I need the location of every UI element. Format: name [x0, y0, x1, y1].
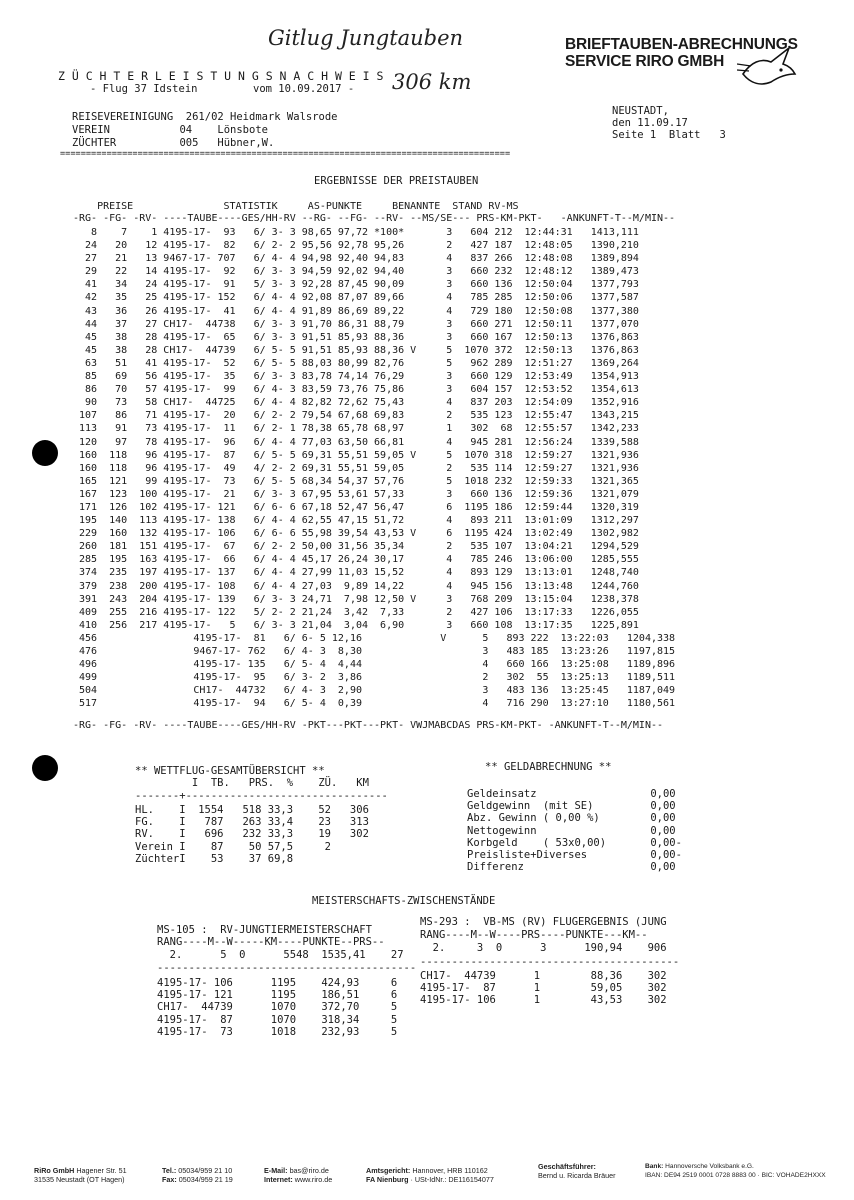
- ms105-row: CH17- 44739 1070 372,70 5: [157, 1001, 398, 1014]
- ms293-summary: 2. 3 0 3 190,94 906: [420, 942, 667, 954]
- result-row: 160 118 96 4195-17- 87 6/ 5- 5 69,31 55,51 59,05 V 5 1070 318 12:59:27 1321,936: [73, 449, 639, 461]
- result-row: 41 34 24 4195-17- 91 5/ 3- 3 92,28 87,45 90,09 3 660 136 12:50:04 1377,793: [73, 279, 639, 291]
- ms293-divider: -----------------------------------------: [420, 956, 680, 968]
- ms105-divider: -----------------------------------------: [157, 962, 417, 974]
- footer-street: Hagener Str. 51: [76, 1166, 127, 1175]
- footer-fax-label: Fax:: [162, 1175, 177, 1184]
- doc-date: den 11.09.17: [612, 117, 688, 129]
- overview-row: RV. I 696 232 33,3 19 302: [135, 828, 369, 841]
- ms105-summary: 2. 5 0 5548 1535,41 27: [157, 949, 404, 961]
- money-title: ** GELDABRECHNUNG **: [485, 761, 612, 773]
- footer-email[interactable]: bas@riro.de: [289, 1166, 329, 1175]
- overview-divider: -------+--------------------------------: [135, 790, 388, 802]
- money-table: [467, 788, 682, 873]
- result-row: 499 4195-17- 95 6/ 3- 2 3,86 2 302 55 13:25:13 1189,511: [73, 672, 676, 684]
- overview-row: HL. I 1554 518 33,3 52 306: [135, 804, 369, 816]
- result-row: 107 86 71 4195-17- 20 6/ 2- 2 79,54 67,68 69,83 2 535 123 12:55:47 1343,215: [73, 410, 639, 422]
- footer-court-label: Amtsgericht:: [366, 1166, 411, 1175]
- result-row: 63 51 41 4195-17- 52 6/ 5- 5 88,03 80,99 82,76 5 962 289 12:51:27 1369,264: [73, 357, 639, 369]
- ms293-row: 4195-17- 87 1 59,05 302: [420, 982, 667, 995]
- ms293-header: RANG----M--W----PRS----PUNKTE---KM--: [420, 929, 648, 941]
- footer-fa: · USt-IdNr.: DE116154077: [410, 1175, 494, 1184]
- ms293-title: MS-293 : VB-MS (RV) FLUGERGEBNIS (JUNG: [420, 916, 667, 928]
- result-row: 42 35 25 4195-17- 152 6/ 4- 4 92,08 87,07 89,66 4 785 285 12:50:06 1377,587: [73, 292, 639, 304]
- result-row: 517 4195-17- 94 6/ 5- 4 0,39 4 716 290 13:27:10 1180,561: [73, 698, 676, 710]
- doc-page: Seite 1 Blatt 3: [612, 129, 726, 141]
- ms293-table: [420, 970, 667, 1007]
- result-row: 165 121 99 4195-17- 73 6/ 5- 5 68,34 54,37 57,76 5 1018 232 12:59:33 1321,365: [73, 475, 639, 487]
- result-row: 504 CH17- 44732 6/ 4- 3 2,90 3 483 136 13:25:45 1187,049: [73, 685, 676, 697]
- result-row: 86 70 57 4195-17- 99 6/ 4- 3 83,59 73,76 75,86 3 604 157 12:53:52 1354,613: [73, 384, 639, 396]
- result-row: 195 140 113 4195-17- 138 6/ 4- 4 62,55 47,15 51,72 4 893 211 13:01:09 1312,297: [73, 515, 639, 527]
- result-row: 260 181 151 4195-17- 67 6/ 2- 2 50,00 31,56 35,34 2 535 107 13:04:21 1294,529: [73, 541, 639, 553]
- reisevereinigung-row: REISEVEREINIGUNG 261/02 Heidmark Walsrode: [72, 111, 338, 123]
- result-row: 496 4195-17- 135 6/ 5- 4 4,44 4 660 166 13:25:08 1189,896: [73, 659, 676, 671]
- money-row: Geldeinsatz 0,00: [467, 788, 676, 800]
- footer-court: Hannover, HRB 110162: [412, 1166, 488, 1175]
- result-row: 44 37 27 CH17- 44738 6/ 3- 3 91,70 86,31 88,79 3 660 271 12:50:11 1377,070: [73, 318, 639, 330]
- result-row: 410 256 217 4195-17- 5 6/ 3- 3 21,04 3,04 6,90 3 660 108 13:17:35 1225,891: [73, 619, 639, 631]
- handwritten-distance: 306 km: [392, 70, 472, 94]
- result-row: 379 238 200 4195-17- 108 6/ 4- 4 27,03 9,89 14,22 4 945 156 13:13:48 1244,760: [73, 580, 639, 592]
- results-footer-header: -RG- -FG- -RV- ----TAUBE----GES/HH-RV -PKT---PKT---PKT- VWJMABCDAS PRS-KM-PKT- -ANKUNFT-T--M/MIN--: [73, 720, 664, 731]
- footer-tel-label: Tel.:: [162, 1166, 177, 1175]
- footer-management: [538, 1162, 616, 1180]
- logo-line2: SERVICE RIRO GMBH: [565, 53, 725, 70]
- ms105-row: 4195-17- 121 1195 186,51 6: [157, 989, 398, 1002]
- footer-web-url[interactable]: www.riro.de: [294, 1175, 333, 1184]
- ms105-title: MS-105 : RV-JUNGTIERMEISTERSCHAFT: [157, 924, 372, 936]
- result-row: 171 126 102 4195-17- 121 6/ 6- 6 67,18 52,47 56,47 6 1195 186 12:59:44 1320,319: [73, 501, 639, 513]
- overview-header: I TB. PRS. % ZÜ. KM: [135, 777, 369, 789]
- money-row: Korbgeld ( 53x0,00) 0,00-: [467, 836, 682, 849]
- money-row: Abz. Gewinn ( 0,00 %) 0,00: [467, 812, 676, 825]
- money-row: Preisliste+Diverses 0,00-: [467, 849, 682, 862]
- result-row: 43 36 26 4195-17- 41 6/ 4- 4 91,89 86,69 89,22 4 729 180 12:50:08 1377,380: [73, 305, 639, 317]
- result-row: 285 195 163 4195-17- 66 6/ 4- 4 45,17 26,24 30,17 4 785 246 13:06:00 1285,555: [73, 554, 639, 566]
- results-header-1: PREISE STATISTIK AS-PUNKTE BENANNTE STAND RV-MS: [73, 201, 519, 212]
- result-row: 8 7 1 4195-17- 93 6/ 3- 3 98,65 97,72 *100* 3 604 212 12:44:31 1413,111: [73, 227, 639, 238]
- money-row: Geldgewinn (mit SE) 0,00: [467, 800, 676, 813]
- result-row: 374 235 197 4195-17- 137 6/ 4- 4 27,99 11,03 15,52 4 893 129 13:13:01 1248,740: [73, 567, 639, 579]
- results-table: [73, 226, 675, 710]
- footer-web-label: Internet:: [264, 1175, 293, 1184]
- flight-date: vom 10.09.2017 -: [253, 83, 355, 95]
- footer-iban: IBAN: DE94 2519 0001 0728 8883 00 · BIC: VOHADE2HXXX: [645, 1172, 826, 1179]
- results-header-2: -RG- -FG- -RV- ----TAUBE----GES/HH-RV --RG- --FG- --RV- --MS/SE--- PRS-KM-PKT- -ANKUNFT-T--M/MIN--: [73, 213, 676, 224]
- footer-bank: [645, 1162, 826, 1180]
- footer-tel: 05034/959 21 10: [178, 1166, 233, 1175]
- result-row: 24 20 12 4195-17- 82 6/ 2- 2 95,56 92,78 95,26 2 427 187 12:48:05 1390,210: [73, 240, 639, 252]
- ms105-row: 4195-17- 106 1195 424,93 6: [157, 977, 398, 989]
- result-row: 113 91 73 4195-17- 11 6/ 2- 1 78,38 65,78 68,97 1 302 68 12:55:57 1342,233: [73, 423, 639, 435]
- doc-city: NEUSTADT,: [612, 105, 669, 117]
- result-row: 456 4195-17- 81 6/ 6- 5 12,16 V 5 893 222 13:22:03 1204,338: [73, 632, 676, 644]
- footer-email-label: E-Mail:: [264, 1166, 288, 1175]
- ms293-row: 4195-17- 106 1 43,53 302: [420, 994, 667, 1007]
- ms105-table: [157, 977, 397, 1038]
- ms105-row: 4195-17- 73 1018 232,93 5: [157, 1025, 398, 1038]
- footer-city: 31535 Neustadt (OT Hagen): [34, 1175, 125, 1184]
- results-title: ERGEBNISSE DER PREISTAUBEN: [314, 175, 479, 187]
- result-row: 167 123 100 4195-17- 21 6/ 3- 3 67,95 53,61 57,33 3 660 136 12:59:36 1321,079: [73, 488, 639, 500]
- result-row: 229 160 132 4195-17- 106 6/ 6- 6 55,98 39,54 43,53 V 6 1195 424 13:02:49 1302,982: [73, 528, 639, 540]
- result-row: 160 118 96 4195-17- 49 4/ 2- 2 69,31 55,51 59,05 2 535 114 12:59:27 1321,936: [73, 462, 639, 474]
- flight-label: - Flug 37 Idstein: [90, 83, 198, 95]
- result-row: 45 38 28 CH17- 44739 6/ 5- 5 91,51 85,93 88,36 V 5 1070 372 12:50:13 1376,863: [73, 344, 639, 356]
- handwritten-title: Gitlug Jungtauben: [268, 26, 464, 50]
- ms-title: MEISTERSCHAFTS-ZWISCHENSTÄNDE: [312, 895, 496, 907]
- result-row: 90 73 58 CH17- 44725 6/ 4- 4 82,82 72,62 75,43 4 837 203 12:54:09 1352,916: [73, 397, 639, 409]
- punch-hole-top: [32, 440, 58, 466]
- overview-row: Verein I 87 50 57,5 2: [135, 840, 331, 853]
- result-row: 409 255 216 4195-17- 122 5/ 2- 2 21,24 3,42 7,33 2 427 106 13:17:33 1226,055: [73, 606, 639, 618]
- result-row: 476 9467-17- 762 6/ 4- 3 8,30 3 483 185 13:23:26 1197,815: [73, 646, 676, 657]
- overview-row: FG. I 787 263 33,4 23 313: [135, 816, 369, 829]
- footer-gf: Bernd u. Ricarda Bräuer: [538, 1171, 616, 1180]
- footer-fa-label: FA Nienburg: [366, 1175, 409, 1184]
- footer-gf-label: Geschäftsführer:: [538, 1162, 596, 1171]
- footer-web: [264, 1166, 332, 1184]
- footer-company: RiRo GmbH: [34, 1166, 75, 1175]
- footer-fax: 05034/959 21 19: [178, 1175, 233, 1184]
- verein-row: VEREIN 04 Lönsbote: [72, 124, 268, 136]
- footer-bank-label: Bank:: [645, 1163, 664, 1170]
- ms105-header: RANG----M--W-----KM----PUNKTE--PRS--: [157, 936, 385, 948]
- result-row: 391 243 204 4195-17- 139 6/ 3- 3 24,71 7,98 12,50 V 3 768 209 13:15:04 1238,378: [73, 593, 639, 605]
- result-row: 85 69 56 4195-17- 35 6/ 3- 3 83,78 74,14 76,29 3 660 129 12:53:49 1354,913: [73, 371, 639, 383]
- dove-icon: [737, 44, 797, 92]
- footer-bank: Hannoversche Volksbank e.G.: [665, 1163, 754, 1170]
- overview-row: ZüchterI 53 37 69,8: [135, 852, 294, 865]
- footer-phone: [162, 1166, 233, 1184]
- zuechter-row: ZÜCHTER 005 Hübner,W.: [72, 137, 275, 149]
- result-row: 27 21 13 9467-17- 707 6/ 4- 4 94,98 92,40 94,83 4 837 266 12:48:08 1389,894: [73, 253, 639, 265]
- header-separator: =======================================================================================: [60, 149, 511, 159]
- overview-table: [135, 804, 369, 865]
- logo-line1: BRIEFTAUBEN-ABRECHNUNGS: [565, 36, 798, 53]
- result-row: 120 97 78 4195-17- 96 6/ 4- 4 77,03 63,50 66,81 4 945 281 12:56:24 1339,588: [73, 436, 639, 448]
- ms105-row: 4195-17- 87 1070 318,34 5: [157, 1013, 398, 1026]
- punch-hole-bottom: [32, 755, 58, 781]
- result-row: 29 22 14 4195-17- 92 6/ 3- 3 94,59 92,02 94,40 3 660 232 12:48:12 1389,473: [73, 266, 639, 278]
- footer-court: [366, 1166, 494, 1184]
- result-row: 45 38 28 4195-17- 65 6/ 3- 3 91,51 85,93 88,36 3 660 167 12:50:13 1376,863: [73, 331, 639, 343]
- doc-heading: Z Ü C H T E R L E I S T U N G S N A C H W E I S: [58, 69, 384, 83]
- logo: [565, 36, 805, 92]
- footer-address: [34, 1166, 127, 1184]
- overview-title: ** WETTFLUG-GESAMTÜBERSICHT **: [135, 765, 325, 777]
- money-row: Nettogewinn 0,00: [467, 824, 676, 837]
- ms293-row: CH17- 44739 1 88,36 302: [420, 970, 667, 982]
- money-row: Differenz 0,00: [467, 861, 676, 874]
